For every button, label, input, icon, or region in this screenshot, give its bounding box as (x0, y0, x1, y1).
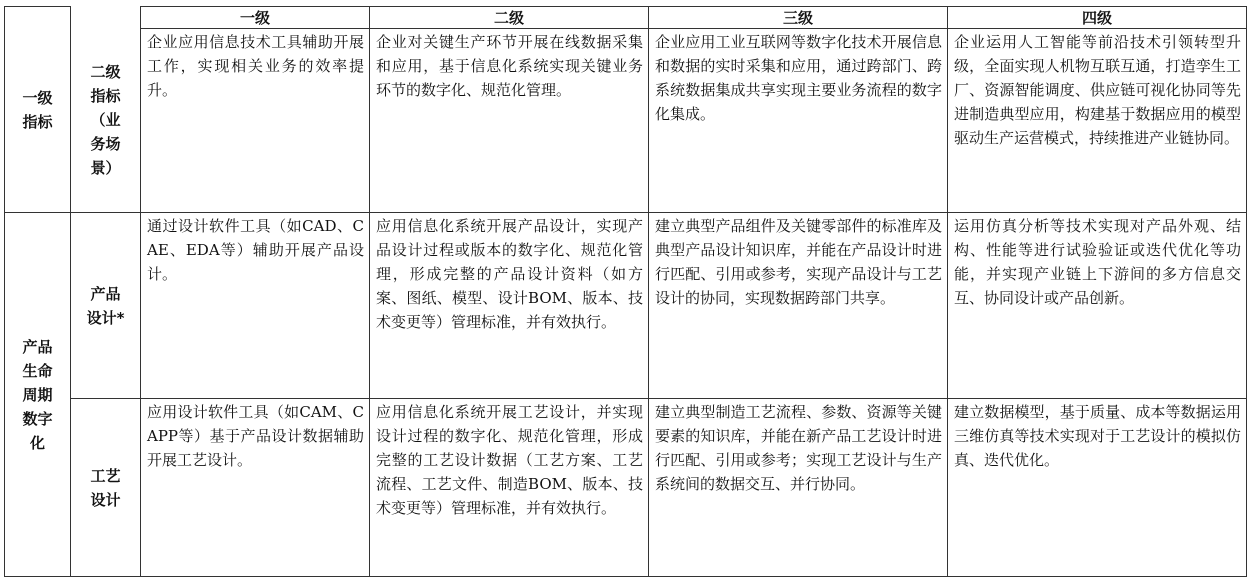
table-cell: 企业应用信息技术工具辅助开展工作，实现相关业务的效率提升。 (141, 29, 370, 213)
definition-row (5, 29, 1247, 213)
group-label: 产品 生命 周期 数字 化 (5, 213, 71, 577)
header-empty (71, 7, 141, 29)
level-4-header: 四级 (948, 7, 1247, 29)
table-cell: 企业运用人工智能等前沿技术引领转型升级，全面实现人机物互联互通，打造孪生工厂、资源智能调度、供应链可视化协同等先进制造典型应用，构建基于数据应用的模型驱动生产运营模式，持续推进产业链协同。 (948, 29, 1247, 213)
table-cell: 建立典型制造工艺流程、参数、资源等关键要素的知识库，并能在新产品工艺设计时进行匹配、引用或参考；实现工艺设计与生产系统间的数据交互、并行协同。 (649, 399, 948, 577)
level-3-header: 三级 (649, 7, 948, 29)
scenario-product-design: 产品 设计* (71, 213, 141, 399)
maturity-table (4, 6, 1247, 577)
level-1-header: 一级 (141, 7, 370, 29)
table-cell: 运用仿真分析等技术实现对产品外观、结构、性能等进行试验验证或迭代优化等功能，并实现产业链上下游间的多方信息交互、协同设计或产品创新。 (948, 213, 1247, 399)
level-2-header: 二级 (370, 7, 649, 29)
table-cell: 应用设计软件工具（如CAM、CAPP等）基于产品设计数据辅助开展工艺设计。 (141, 399, 370, 577)
table-cell: 应用信息化系统开展产品设计，实现产品设计过程或版本的数字化、规范化管理，形成完整的产品设计资料（如方案、图纸、模型、设计BOM、版本、技术变更等）管理标准，并有效执行。 (370, 213, 649, 399)
table-cell: 企业应用工业互联网等数字化技术开展信息和数据的实时采集和应用，通过跨部门、跨系统数据集成共享实现主要业务流程的数字化集成。 (649, 29, 948, 213)
scenario-process-design: 工艺 设计 (71, 399, 141, 577)
process-design-row (5, 399, 1247, 577)
product-design-row (5, 213, 1247, 399)
table-cell: 建立数据模型，基于质量、成本等数据运用三维仿真等技术实现对于工艺设计的模拟仿真、迭代优化。 (948, 399, 1247, 577)
sub-label: 二级 指标 （业 务场 景） (71, 29, 141, 213)
header-row (5, 7, 1247, 29)
table-cell: 应用信息化系统开展工艺设计，并实现设计过程的数字化、规范化管理，形成完整的工艺设计数据（工艺方案、工艺流程、工艺文件、制造BOM、版本、技术变更等）管理标准，并有效执行。 (370, 399, 649, 577)
corner-label: 一级 指标 (5, 7, 71, 213)
table-cell: 通过设计软件工具（如CAD、CAE、EDA等）辅助开展产品设计。 (141, 213, 370, 399)
table-cell: 建立典型产品组件及关键零部件的标准库及典型产品设计知识库，并能在产品设计时进行匹配、引用或参考，实现产品设计与工艺设计的协同，实现数据跨部门共享。 (649, 213, 948, 399)
table-cell: 企业对关键生产环节开展在线数据采集和应用，基于信息化系统实现关键业务环节的数字化、规范化管理。 (370, 29, 649, 213)
